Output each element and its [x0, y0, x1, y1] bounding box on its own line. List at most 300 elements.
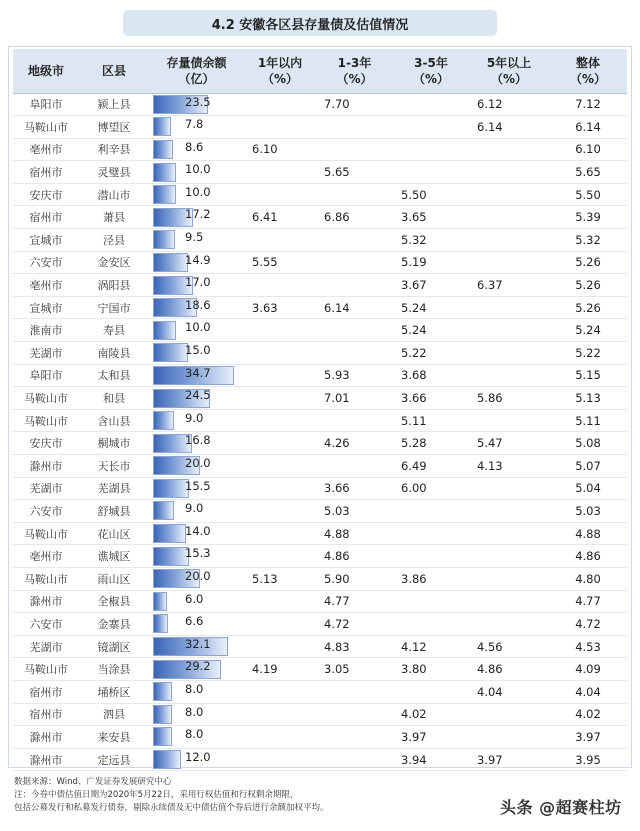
header-within-1y-line1: 1年以内 — [257, 55, 303, 70]
header-balance — [149, 49, 244, 93]
table-row — [13, 522, 627, 545]
cell-total: 5.03 — [549, 500, 627, 523]
header-over-5y-line1: 5年以上 — [486, 55, 532, 70]
cell-county: 灵璧县 — [79, 161, 149, 184]
cell-city: 亳州市 — [13, 545, 79, 568]
cell-3-5y — [393, 545, 469, 568]
table-row — [13, 680, 627, 703]
cell-city: 马鞍山市 — [13, 409, 79, 432]
header-3-5y-line2: （%） — [412, 71, 450, 86]
cell-county: 舒城县 — [79, 500, 149, 523]
cell-city: 阜阳市 — [13, 93, 79, 116]
cell-within-1y — [244, 635, 316, 658]
cell-over-5y: 6.12 — [469, 93, 549, 116]
table-row — [13, 455, 627, 478]
cell-over-5y: 6.14 — [469, 116, 549, 139]
table-row — [13, 342, 627, 365]
cell-balance — [149, 364, 244, 387]
balance-value: 10.0 — [185, 320, 211, 335]
cell-city: 宣城市 — [13, 229, 79, 252]
header-total-line2: （%） — [569, 71, 607, 86]
cell-1-3y — [316, 274, 393, 297]
watermark: 头条 @超赛柱坊 — [500, 798, 622, 817]
cell-within-1y — [244, 522, 316, 545]
cell-3-5y: 4.12 — [393, 635, 469, 658]
table-row — [13, 500, 627, 523]
cell-over-5y — [469, 296, 549, 319]
cell-county: 金安区 — [79, 251, 149, 274]
cell-3-5y: 5.22 — [393, 342, 469, 365]
cell-county: 埇桥区 — [79, 680, 149, 703]
cell-city: 淮南市 — [13, 319, 79, 342]
table-row — [13, 364, 627, 387]
balance-bar — [153, 343, 188, 362]
cell-balance — [149, 251, 244, 274]
cell-within-1y: 3.63 — [244, 296, 316, 319]
cell-balance — [149, 545, 244, 568]
header-within-1y — [244, 49, 316, 93]
cell-total: 5.13 — [549, 387, 627, 410]
balance-bar — [153, 592, 167, 611]
cell-3-5y — [393, 613, 469, 636]
bond-table — [13, 49, 627, 771]
cell-balance — [149, 522, 244, 545]
cell-city: 六安市 — [13, 500, 79, 523]
balance-value: 9.0 — [185, 410, 204, 425]
cell-over-5y — [469, 364, 549, 387]
table-row — [13, 635, 627, 658]
cell-within-1y: 5.13 — [244, 567, 316, 590]
cell-county: 南陵县 — [79, 342, 149, 365]
cell-total: 6.14 — [549, 116, 627, 139]
cell-within-1y — [244, 387, 316, 410]
cell-over-5y: 5.47 — [469, 432, 549, 455]
cell-total: 5.08 — [549, 432, 627, 455]
cell-total: 4.80 — [549, 567, 627, 590]
balance-value: 14.9 — [185, 252, 211, 267]
cell-balance — [149, 319, 244, 342]
cell-city: 亳州市 — [13, 138, 79, 161]
cell-city: 六安市 — [13, 251, 79, 274]
cell-over-5y — [469, 726, 549, 749]
cell-3-5y — [393, 116, 469, 139]
balance-bar — [153, 727, 172, 746]
cell-balance — [149, 613, 244, 636]
cell-balance — [149, 274, 244, 297]
cell-total: 3.95 — [549, 748, 627, 771]
balance-bar — [153, 411, 174, 430]
balance-value: 15.5 — [185, 478, 211, 493]
cell-city: 马鞍山市 — [13, 658, 79, 681]
footnote-note: 注：今券中债估值日期为2020年5月22日，采用行权估值和行权剩余期限， — [14, 790, 299, 800]
header-1-3y-line1: 1-3年 — [337, 55, 372, 70]
cell-balance — [149, 635, 244, 658]
balance-bar — [153, 547, 189, 566]
cell-1-3y — [316, 183, 393, 206]
footnote-note-cont: 包括公募发行和私募发行债券，剔除永续债及无中债估值个券后进行余额加权平均。 — [14, 803, 329, 813]
table-row — [13, 387, 627, 410]
cell-county: 太和县 — [79, 364, 149, 387]
cell-over-5y: 5.86 — [469, 387, 549, 410]
balance-bar — [153, 705, 172, 724]
balance-value: 12.0 — [185, 749, 211, 764]
cell-total: 6.10 — [549, 138, 627, 161]
cell-3-5y: 5.32 — [393, 229, 469, 252]
cell-over-5y: 3.97 — [469, 748, 549, 771]
cell-balance — [149, 387, 244, 410]
cell-city: 亳州市 — [13, 274, 79, 297]
cell-total: 4.53 — [549, 635, 627, 658]
cell-over-5y — [469, 342, 549, 365]
balance-value: 6.0 — [185, 591, 204, 606]
cell-county: 涡阳县 — [79, 274, 149, 297]
footnote-source: 数据来源：Wind、广发证券发展研究中心 — [14, 777, 172, 787]
cell-3-5y: 5.24 — [393, 319, 469, 342]
cell-1-3y: 4.86 — [316, 545, 393, 568]
table-title: 4.2 安徽各区县存量债及估值情况 — [123, 10, 497, 36]
cell-county: 博望区 — [79, 116, 149, 139]
cell-within-1y — [244, 342, 316, 365]
cell-within-1y: 6.41 — [244, 206, 316, 229]
cell-within-1y — [244, 274, 316, 297]
cell-3-5y: 3.65 — [393, 206, 469, 229]
cell-within-1y — [244, 161, 316, 184]
balance-value: 8.0 — [185, 681, 204, 696]
cell-1-3y: 3.66 — [316, 477, 393, 500]
table-row — [13, 274, 627, 297]
cell-county: 谯城区 — [79, 545, 149, 568]
cell-1-3y: 4.83 — [316, 635, 393, 658]
cell-county: 桐城市 — [79, 432, 149, 455]
cell-total: 5.26 — [549, 251, 627, 274]
table-header-row — [13, 49, 627, 93]
cell-1-3y: 5.90 — [316, 567, 393, 590]
cell-within-1y — [244, 319, 316, 342]
cell-over-5y — [469, 229, 549, 252]
balance-value: 8.0 — [185, 727, 204, 742]
cell-balance — [149, 455, 244, 478]
balance-value: 8.6 — [185, 139, 204, 154]
balance-value: 8.0 — [185, 704, 204, 719]
cell-1-3y: 5.93 — [316, 364, 393, 387]
cell-within-1y — [244, 409, 316, 432]
cell-total: 4.09 — [549, 658, 627, 681]
table-row — [13, 590, 627, 613]
balance-value: 15.0 — [185, 343, 211, 358]
cell-over-5y: 6.37 — [469, 274, 549, 297]
cell-county: 全椒县 — [79, 590, 149, 613]
cell-3-5y: 3.67 — [393, 274, 469, 297]
header-balance-line1: 存量债余额 — [166, 55, 227, 70]
balance-bar — [153, 501, 174, 520]
cell-total: 5.04 — [549, 477, 627, 500]
cell-total: 5.15 — [549, 364, 627, 387]
cell-city: 马鞍山市 — [13, 387, 79, 410]
cell-county: 萧县 — [79, 206, 149, 229]
cell-county: 镜湖区 — [79, 635, 149, 658]
cell-balance — [149, 477, 244, 500]
cell-county: 当涂县 — [79, 658, 149, 681]
cell-city: 宿州市 — [13, 680, 79, 703]
table-row — [13, 703, 627, 726]
balance-value: 20.0 — [185, 568, 211, 583]
cell-1-3y — [316, 748, 393, 771]
cell-total: 5.32 — [549, 229, 627, 252]
cell-county: 花山区 — [79, 522, 149, 545]
cell-within-1y — [244, 545, 316, 568]
balance-value: 15.3 — [185, 546, 211, 561]
balance-bar — [153, 614, 168, 633]
cell-city: 滁州市 — [13, 455, 79, 478]
cell-within-1y — [244, 455, 316, 478]
balance-bar — [153, 163, 176, 182]
cell-1-3y — [316, 138, 393, 161]
header-1-3y — [316, 49, 393, 93]
cell-1-3y: 4.77 — [316, 590, 393, 613]
table-row — [13, 206, 627, 229]
cell-within-1y: 4.19 — [244, 658, 316, 681]
cell-3-5y — [393, 522, 469, 545]
cell-over-5y — [469, 567, 549, 590]
balance-bar — [153, 117, 171, 136]
cell-city: 宿州市 — [13, 161, 79, 184]
cell-city: 宣城市 — [13, 296, 79, 319]
header-over-5y-line2: （%） — [490, 71, 528, 86]
cell-3-5y: 5.28 — [393, 432, 469, 455]
cell-3-5y — [393, 161, 469, 184]
cell-total: 5.50 — [549, 183, 627, 206]
cell-within-1y: 6.10 — [244, 138, 316, 161]
balance-value: 6.6 — [185, 614, 204, 629]
cell-3-5y: 3.97 — [393, 726, 469, 749]
cell-over-5y: 4.86 — [469, 658, 549, 681]
cell-3-5y: 6.49 — [393, 455, 469, 478]
balance-bar — [153, 253, 188, 272]
cell-balance — [149, 161, 244, 184]
header-balance-line2: （亿） — [178, 71, 215, 86]
cell-3-5y: 3.94 — [393, 748, 469, 771]
cell-within-1y — [244, 613, 316, 636]
cell-1-3y: 3.05 — [316, 658, 393, 681]
balance-value: 9.5 — [185, 230, 204, 245]
cell-balance — [149, 183, 244, 206]
table-row — [13, 748, 627, 771]
cell-1-3y: 5.65 — [316, 161, 393, 184]
cell-3-5y: 5.50 — [393, 183, 469, 206]
cell-over-5y — [469, 613, 549, 636]
header-county: 区县 — [79, 49, 149, 93]
cell-3-5y: 3.80 — [393, 658, 469, 681]
table-row — [13, 93, 627, 116]
cell-total: 5.11 — [549, 409, 627, 432]
cell-city: 马鞍山市 — [13, 116, 79, 139]
cell-1-3y — [316, 680, 393, 703]
cell-over-5y — [469, 409, 549, 432]
cell-total: 4.72 — [549, 613, 627, 636]
table-row — [13, 409, 627, 432]
balance-value: 17.2 — [185, 207, 211, 222]
balance-value: 29.2 — [185, 659, 211, 674]
cell-balance — [149, 138, 244, 161]
balance-value: 34.7 — [185, 365, 211, 380]
cell-within-1y — [244, 703, 316, 726]
table-row — [13, 432, 627, 455]
cell-over-5y — [469, 477, 549, 500]
cell-over-5y — [469, 703, 549, 726]
cell-balance — [149, 93, 244, 116]
cell-balance — [149, 748, 244, 771]
cell-city: 滁州市 — [13, 748, 79, 771]
cell-within-1y — [244, 477, 316, 500]
cell-1-3y: 6.86 — [316, 206, 393, 229]
table-row — [13, 229, 627, 252]
cell-city: 滁州市 — [13, 726, 79, 749]
cell-within-1y — [244, 590, 316, 613]
table-row — [13, 658, 627, 681]
cell-total: 7.12 — [549, 93, 627, 116]
cell-3-5y — [393, 500, 469, 523]
balance-value: 20.0 — [185, 456, 211, 470]
cell-over-5y: 4.13 — [469, 455, 549, 478]
cell-3-5y: 6.00 — [393, 477, 469, 500]
cell-within-1y — [244, 93, 316, 116]
balance-value: 24.5 — [185, 388, 211, 403]
cell-1-3y — [316, 342, 393, 365]
cell-over-5y — [469, 522, 549, 545]
cell-city: 芜湖市 — [13, 635, 79, 658]
cell-balance — [149, 500, 244, 523]
cell-total: 5.26 — [549, 296, 627, 319]
cell-3-5y: 5.11 — [393, 409, 469, 432]
table-row — [13, 161, 627, 184]
cell-balance — [149, 296, 244, 319]
cell-3-5y — [393, 590, 469, 613]
table-row — [13, 726, 627, 749]
cell-balance — [149, 567, 244, 590]
cell-within-1y — [244, 432, 316, 455]
cell-within-1y — [244, 500, 316, 523]
cell-city: 六安市 — [13, 613, 79, 636]
balance-value: 16.8 — [185, 433, 211, 448]
cell-over-5y — [469, 251, 549, 274]
cell-1-3y: 7.70 — [316, 93, 393, 116]
cell-over-5y — [469, 138, 549, 161]
cell-total: 5.26 — [549, 274, 627, 297]
cell-3-5y: 3.86 — [393, 567, 469, 590]
cell-total: 5.07 — [549, 455, 627, 478]
header-within-1y-line2: （%） — [261, 71, 299, 86]
cell-1-3y — [316, 116, 393, 139]
cell-total: 4.86 — [549, 545, 627, 568]
header-1-3y-line2: （%） — [336, 71, 373, 86]
cell-county: 颍上县 — [79, 93, 149, 116]
cell-1-3y: 6.14 — [316, 296, 393, 319]
table-row — [13, 613, 627, 636]
balance-bar — [153, 230, 175, 249]
header-3-5y — [393, 49, 469, 93]
balance-value: 23.5 — [185, 94, 211, 109]
cell-1-3y: 4.88 — [316, 522, 393, 545]
cell-within-1y: 5.55 — [244, 251, 316, 274]
cell-1-3y — [316, 319, 393, 342]
cell-total: 5.65 — [549, 161, 627, 184]
header-over-5y — [469, 49, 549, 93]
table-row — [13, 138, 627, 161]
cell-balance — [149, 342, 244, 365]
table-body — [13, 93, 627, 771]
table-row — [13, 296, 627, 319]
cell-total: 4.04 — [549, 680, 627, 703]
balance-bar — [153, 321, 176, 340]
cell-balance — [149, 590, 244, 613]
balance-bar — [153, 750, 181, 769]
cell-over-5y — [469, 590, 549, 613]
table-row — [13, 567, 627, 590]
balance-value: 18.6 — [185, 297, 211, 312]
table-row — [13, 477, 627, 500]
table-row — [13, 545, 627, 568]
cell-county: 泗县 — [79, 703, 149, 726]
header-total — [549, 49, 627, 93]
cell-county: 宁国市 — [79, 296, 149, 319]
balance-value: 10.0 — [185, 184, 211, 199]
cell-1-3y — [316, 409, 393, 432]
cell-3-5y: 3.66 — [393, 387, 469, 410]
cell-county: 利辛县 — [79, 138, 149, 161]
cell-city: 芜湖市 — [13, 477, 79, 500]
cell-within-1y — [244, 183, 316, 206]
cell-3-5y — [393, 680, 469, 703]
cell-county: 芜湖县 — [79, 477, 149, 500]
cell-within-1y — [244, 229, 316, 252]
cell-over-5y — [469, 319, 549, 342]
cell-1-3y — [316, 703, 393, 726]
cell-city: 马鞍山市 — [13, 522, 79, 545]
cell-over-5y — [469, 183, 549, 206]
cell-county: 来安县 — [79, 726, 149, 749]
cell-county: 泾县 — [79, 229, 149, 252]
cell-county: 寿县 — [79, 319, 149, 342]
cell-within-1y — [244, 116, 316, 139]
cell-city: 宿州市 — [13, 206, 79, 229]
cell-city: 宿州市 — [13, 703, 79, 726]
table-row — [13, 319, 627, 342]
balance-value: 10.0 — [185, 162, 211, 177]
cell-city: 阜阳市 — [13, 364, 79, 387]
cell-1-3y — [316, 726, 393, 749]
cell-county: 定远县 — [79, 748, 149, 771]
cell-total: 5.22 — [549, 342, 627, 365]
cell-county: 含山县 — [79, 409, 149, 432]
cell-over-5y — [469, 500, 549, 523]
cell-over-5y — [469, 545, 549, 568]
cell-3-5y — [393, 93, 469, 116]
header-total-line1: 整体 — [575, 55, 600, 70]
balance-value: 9.0 — [185, 501, 204, 516]
balance-bar — [153, 185, 176, 204]
cell-balance — [149, 680, 244, 703]
cell-3-5y: 3.68 — [393, 364, 469, 387]
table-row — [13, 116, 627, 139]
balance-value: 14.0 — [185, 523, 211, 538]
balance-bar — [153, 140, 173, 159]
balance-bar — [153, 682, 172, 701]
cell-total: 3.97 — [549, 726, 627, 749]
cell-county: 和县 — [79, 387, 149, 410]
cell-total: 4.77 — [549, 590, 627, 613]
cell-balance — [149, 116, 244, 139]
cell-3-5y: 5.19 — [393, 251, 469, 274]
